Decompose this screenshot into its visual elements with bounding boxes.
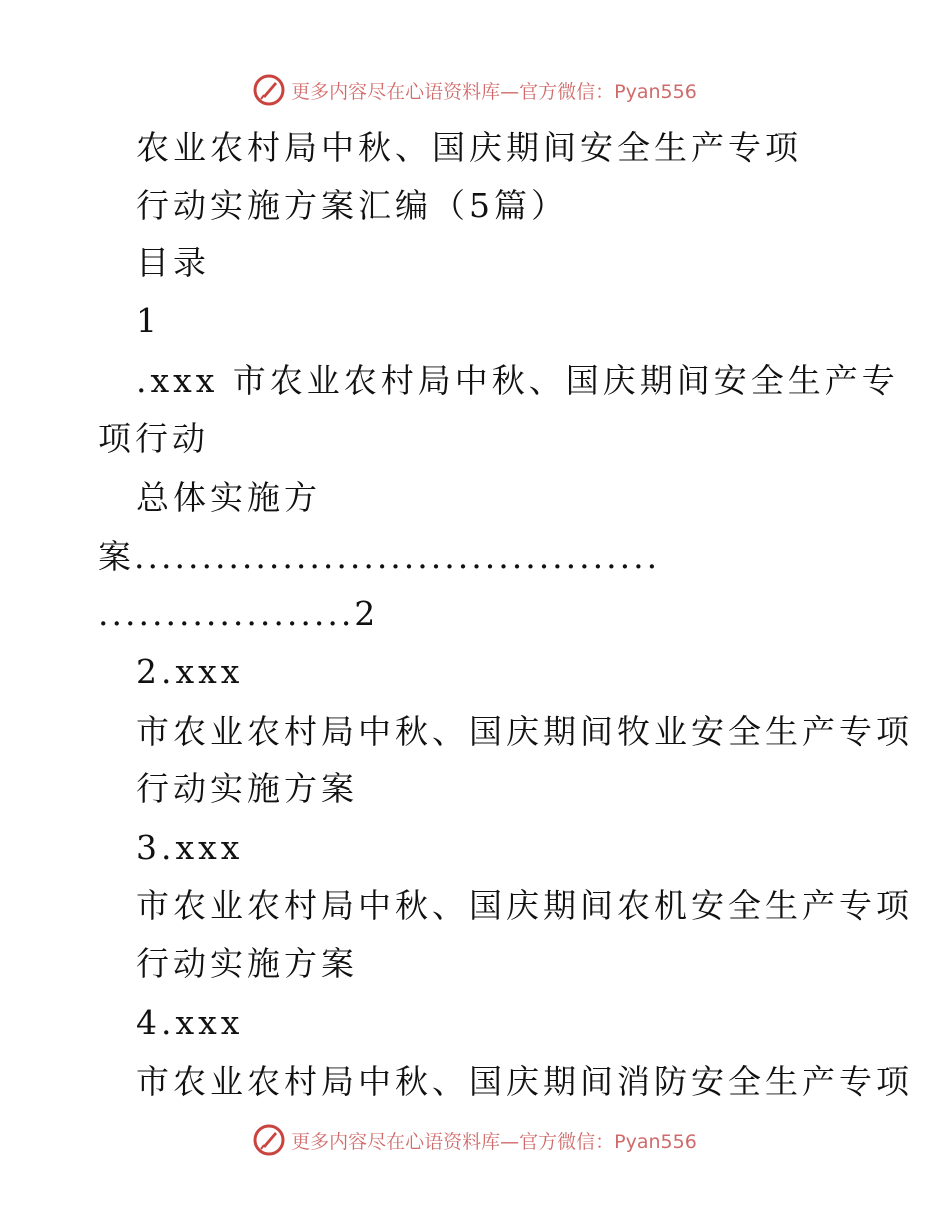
toc-entry-1-leader-line-1: 案....................................... <box>98 537 661 576</box>
toc-entry-3-title-line-1: 市农业农村局中秋、国庆期间农机安全生产专项 <box>136 886 913 925</box>
toc-heading: 目录 <box>136 243 210 282</box>
toc-entry-1-title-line-1: .xxx 市农业农村局中秋、国庆期间安全生产专 <box>136 361 899 400</box>
toc-entry-2-number: 2.xxx <box>136 652 244 691</box>
watermark-text: 更多内容尽在心语资料库—官方微信：Pyan556 <box>291 1130 697 1153</box>
toc-entry-1-leader-line-2: ...................2 <box>98 594 379 633</box>
watermark-text: 更多内容尽在心语资料库—官方微信：Pyan556 <box>291 80 697 103</box>
toc-entry-4-title-line-1: 市农业农村局中秋、国庆期间消防安全生产专项 <box>136 1062 913 1101</box>
quill-logo-icon <box>253 1124 285 1156</box>
toc-entry-3-title-line-2: 行动实施方案 <box>136 944 358 983</box>
document-title-line-2: 行动实施方案汇编（5篇） <box>136 186 568 225</box>
quill-logo-icon <box>253 74 285 106</box>
toc-entry-1-title-line-3: 总体实施方 <box>136 478 321 517</box>
header-watermark <box>0 72 950 108</box>
toc-entry-4-number: 4.xxx <box>136 1003 244 1042</box>
toc-entry-1-title-line-2: 项行动 <box>98 419 209 458</box>
toc-entry-2-title-line-1: 市农业农村局中秋、国庆期间牧业安全生产专项 <box>136 712 913 751</box>
document-title-line-1: 农业农村局中秋、国庆期间安全生产专项 <box>136 128 802 167</box>
toc-entry-3-number: 3.xxx <box>136 828 244 867</box>
footer-watermark <box>0 1122 950 1158</box>
toc-entry-1-number: 1 <box>136 301 161 340</box>
toc-entry-2-title-line-2: 行动实施方案 <box>136 769 358 808</box>
